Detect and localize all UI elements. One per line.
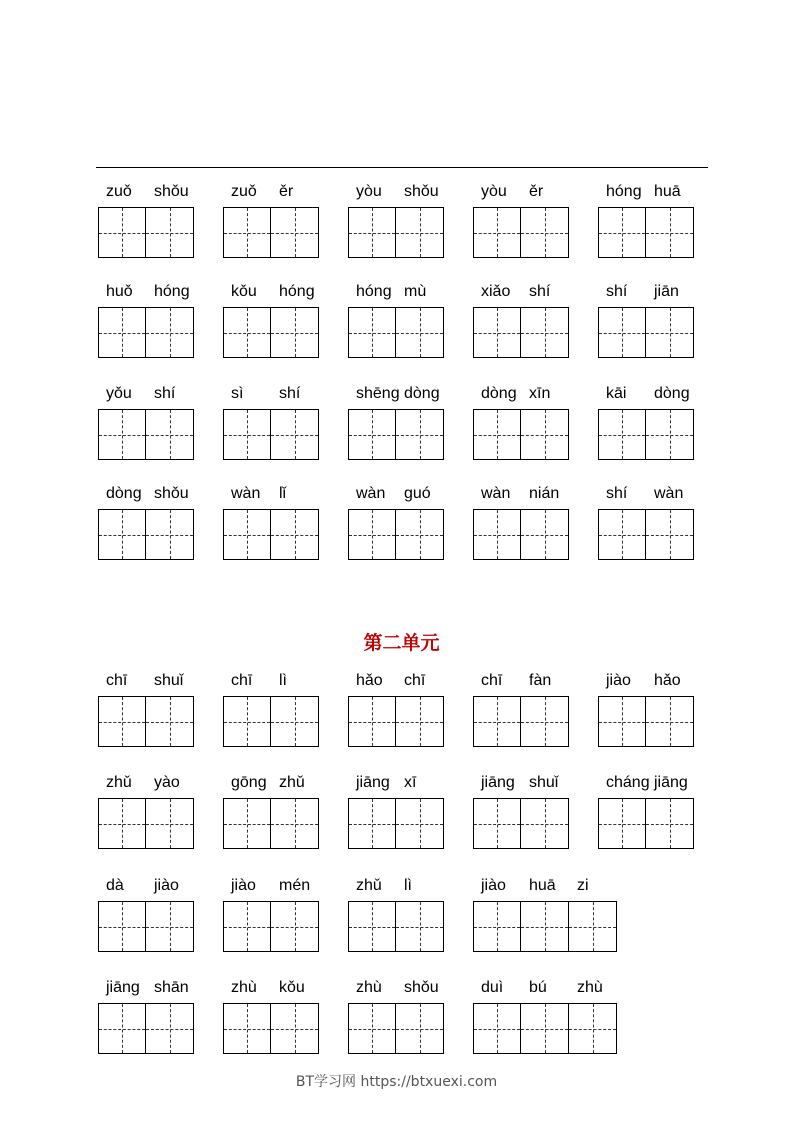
writing-boxes [598, 307, 694, 358]
pinyin-syllable: zhù [356, 979, 382, 996]
pinyin-syllable: ěr [279, 183, 294, 200]
tian-zi-ge-cell[interactable] [146, 509, 194, 560]
pinyin-syllable: sì [231, 385, 244, 402]
writing-boxes [348, 207, 444, 258]
tian-zi-ge-cell[interactable] [146, 307, 194, 358]
pinyin-syllable: hǎo [654, 672, 681, 689]
tian-zi-ge-cell[interactable] [473, 307, 521, 358]
pinyin-syllable: bú [529, 979, 547, 996]
tian-zi-ge-cell[interactable] [473, 696, 521, 747]
pinyin-syllable: huā [654, 183, 681, 200]
writing-boxes [348, 798, 444, 849]
tian-zi-ge-cell[interactable] [348, 1003, 396, 1054]
tian-zi-ge-cell[interactable] [521, 509, 569, 560]
pinyin-syllable: guó [404, 485, 431, 502]
pinyin-syllable: jiāng [654, 774, 688, 791]
writing-boxes [98, 409, 194, 460]
writing-boxes [223, 1003, 319, 1054]
writing-boxes [473, 307, 569, 358]
pinyin-syllable: huǒ [106, 283, 133, 300]
pinyin-syllable: dà [106, 877, 124, 894]
writing-boxes [348, 509, 444, 560]
tian-zi-ge-cell[interactable] [473, 901, 521, 952]
pinyin-syllable: zhù [577, 979, 603, 996]
tian-zi-ge-cell[interactable] [146, 798, 194, 849]
pinyin-syllable: wàn [654, 485, 684, 502]
tian-zi-ge-cell[interactable] [646, 207, 694, 258]
pinyin-syllable: jiào [231, 877, 256, 894]
pinyin-syllable: jiào [154, 877, 179, 894]
writing-boxes [348, 1003, 444, 1054]
writing-boxes [98, 798, 194, 849]
writing-boxes [348, 901, 444, 952]
writing-boxes [598, 409, 694, 460]
tian-zi-ge-cell[interactable] [223, 696, 271, 747]
pinyin-syllable: zuǒ [106, 183, 132, 200]
writing-boxes [473, 901, 617, 952]
writing-boxes [98, 1003, 194, 1054]
tian-zi-ge-cell[interactable] [223, 509, 271, 560]
pinyin-syllable: lì [404, 877, 412, 894]
writing-boxes [223, 307, 319, 358]
tian-zi-ge-cell[interactable] [473, 207, 521, 258]
pinyin-syllable: kāi [606, 385, 627, 402]
pinyin-syllable: hóng [356, 283, 392, 300]
pinyin-syllable: huā [529, 877, 556, 894]
writing-boxes [98, 207, 194, 258]
tian-zi-ge-cell[interactable] [646, 307, 694, 358]
tian-zi-ge-cell[interactable] [598, 207, 646, 258]
tian-zi-ge-cell[interactable] [348, 509, 396, 560]
writing-boxes [473, 798, 569, 849]
tian-zi-ge-cell[interactable] [569, 1003, 617, 1054]
pinyin-syllable: wàn [356, 485, 386, 502]
tian-zi-ge-cell[interactable] [473, 1003, 521, 1054]
pinyin-syllable: shí [606, 283, 628, 300]
pinyin-syllable: lì [279, 672, 287, 689]
pinyin-syllable: cháng [606, 774, 650, 791]
writing-boxes [598, 798, 694, 849]
tian-zi-ge-cell[interactable] [396, 307, 444, 358]
pinyin-syllable: wàn [231, 485, 261, 502]
tian-zi-ge-cell[interactable] [271, 1003, 319, 1054]
pinyin-syllable: xī [404, 774, 417, 791]
pinyin-syllable: xiǎo [481, 283, 511, 300]
tian-zi-ge-cell[interactable] [521, 798, 569, 849]
tian-zi-ge-cell[interactable] [521, 696, 569, 747]
writing-boxes [598, 207, 694, 258]
pinyin-syllable: hóng [606, 183, 642, 200]
writing-boxes [98, 509, 194, 560]
tian-zi-ge-cell[interactable] [271, 409, 319, 460]
pinyin-syllable: kǒu [231, 283, 257, 300]
tian-zi-ge-cell[interactable] [223, 901, 271, 952]
pinyin-syllable: shí [154, 385, 176, 402]
writing-boxes [473, 207, 569, 258]
tian-zi-ge-cell[interactable] [598, 798, 646, 849]
tian-zi-ge-cell[interactable] [223, 1003, 271, 1054]
writing-boxes [98, 901, 194, 952]
tian-zi-ge-cell[interactable] [271, 696, 319, 747]
tian-zi-ge-cell[interactable] [271, 307, 319, 358]
tian-zi-ge-cell[interactable] [146, 901, 194, 952]
tian-zi-ge-cell[interactable] [646, 409, 694, 460]
writing-boxes [223, 798, 319, 849]
tian-zi-ge-cell[interactable] [348, 696, 396, 747]
tian-zi-ge-cell[interactable] [396, 409, 444, 460]
pinyin-syllable: jiào [481, 877, 506, 894]
pinyin-syllable: zhǔ [106, 774, 132, 791]
tian-zi-ge-cell[interactable] [98, 1003, 146, 1054]
tian-zi-ge-cell[interactable] [98, 509, 146, 560]
pinyin-syllable: jiān [654, 283, 679, 300]
pinyin-syllable: chī [231, 672, 253, 689]
tian-zi-ge-cell[interactable] [521, 207, 569, 258]
tian-zi-ge-cell[interactable] [598, 409, 646, 460]
tian-zi-ge-cell[interactable] [348, 207, 396, 258]
tian-zi-ge-cell[interactable] [473, 409, 521, 460]
writing-boxes [473, 1003, 617, 1054]
writing-boxes [98, 307, 194, 358]
pinyin-syllable: jiào [606, 672, 631, 689]
tian-zi-ge-cell[interactable] [646, 696, 694, 747]
tian-zi-ge-cell[interactable] [569, 901, 617, 952]
tian-zi-ge-cell[interactable] [271, 901, 319, 952]
pinyin-syllable: yòu [356, 183, 382, 200]
tian-zi-ge-cell[interactable] [223, 207, 271, 258]
pinyin-syllable: ěr [529, 183, 544, 200]
pinyin-syllable: chī [481, 672, 503, 689]
pinyin-syllable: shǒu [154, 183, 189, 200]
footer-watermark: BT学习网 https://btxuexi.com [295, 1074, 498, 1090]
tian-zi-ge-cell[interactable] [98, 798, 146, 849]
pinyin-syllable: lǐ [279, 485, 287, 502]
pinyin-syllable: jiāng [481, 774, 515, 791]
pinyin-syllable: gōng [231, 774, 267, 791]
writing-boxes [598, 696, 694, 747]
writing-boxes [348, 307, 444, 358]
pinyin-syllable: kǒu [279, 979, 305, 996]
writing-boxes [473, 696, 569, 747]
writing-boxes [223, 901, 319, 952]
writing-boxes [348, 696, 444, 747]
tian-zi-ge-cell[interactable] [98, 207, 146, 258]
pinyin-syllable: zuǒ [231, 183, 257, 200]
pinyin-syllable: yào [154, 774, 180, 791]
tian-zi-ge-cell[interactable] [146, 207, 194, 258]
pinyin-syllable: shān [154, 979, 189, 996]
pinyin-syllable: shǒu [404, 183, 439, 200]
tian-zi-ge-cell[interactable] [646, 798, 694, 849]
pinyin-syllable: zhǔ [356, 877, 382, 894]
pinyin-syllable: mù [404, 283, 427, 300]
tian-zi-ge-cell[interactable] [646, 509, 694, 560]
pinyin-syllable: hǎo [356, 672, 383, 689]
writing-boxes [473, 409, 569, 460]
pinyin-syllable: shuǐ [529, 774, 559, 791]
pinyin-syllable: jiāng [106, 979, 140, 996]
pinyin-syllable: nián [529, 485, 560, 502]
tian-zi-ge-cell[interactable] [521, 307, 569, 358]
tian-zi-ge-cell[interactable] [396, 901, 444, 952]
pinyin-syllable: shēng [356, 385, 400, 402]
tian-zi-ge-cell[interactable] [521, 901, 569, 952]
pinyin-syllable: chī [106, 672, 128, 689]
pinyin-syllable: shuǐ [154, 672, 184, 689]
pinyin-syllable: yòu [481, 183, 507, 200]
pinyin-syllable: hóng [279, 283, 315, 300]
pinyin-syllable: duì [481, 979, 504, 996]
tian-zi-ge-cell[interactable] [396, 696, 444, 747]
tian-zi-ge-cell[interactable] [598, 696, 646, 747]
tian-zi-ge-cell[interactable] [348, 798, 396, 849]
tian-zi-ge-cell[interactable] [396, 207, 444, 258]
pinyin-syllable: yǒu [106, 385, 132, 402]
tian-zi-ge-cell[interactable] [98, 409, 146, 460]
tian-zi-ge-cell[interactable] [348, 409, 396, 460]
writing-boxes [98, 696, 194, 747]
writing-boxes [223, 207, 319, 258]
writing-boxes [223, 509, 319, 560]
writing-boxes [223, 409, 319, 460]
tian-zi-ge-cell[interactable] [348, 901, 396, 952]
tian-zi-ge-cell[interactable] [348, 307, 396, 358]
pinyin-syllable: zhǔ [279, 774, 305, 791]
pinyin-syllable: shí [529, 283, 551, 300]
pinyin-syllable: wàn [481, 485, 511, 502]
tian-zi-ge-cell[interactable] [223, 409, 271, 460]
pinyin-syllable: shǒu [404, 979, 439, 996]
pinyin-syllable: dòng [404, 385, 440, 402]
tian-zi-ge-cell[interactable] [98, 901, 146, 952]
tian-zi-ge-cell[interactable] [396, 798, 444, 849]
tian-zi-ge-cell[interactable] [521, 1003, 569, 1054]
tian-zi-ge-cell[interactable] [146, 1003, 194, 1054]
tian-zi-ge-cell[interactable] [396, 1003, 444, 1054]
top-divider [96, 167, 708, 168]
tian-zi-ge-cell[interactable] [598, 307, 646, 358]
pinyin-syllable: shǒu [154, 485, 189, 502]
writing-boxes [598, 509, 694, 560]
pinyin-syllable: zi [577, 877, 589, 894]
tian-zi-ge-cell[interactable] [271, 207, 319, 258]
tian-zi-ge-cell[interactable] [271, 509, 319, 560]
unit-heading: 第二单元 [363, 632, 440, 654]
tian-zi-ge-cell[interactable] [146, 409, 194, 460]
pinyin-syllable: shí [606, 485, 628, 502]
tian-zi-ge-cell[interactable] [521, 409, 569, 460]
pinyin-syllable: chī [404, 672, 426, 689]
pinyin-syllable: shí [279, 385, 301, 402]
pinyin-syllable: xīn [529, 385, 551, 402]
tian-zi-ge-cell[interactable] [223, 307, 271, 358]
tian-zi-ge-cell[interactable] [146, 696, 194, 747]
pinyin-syllable: mén [279, 877, 311, 894]
tian-zi-ge-cell[interactable] [223, 798, 271, 849]
pinyin-syllable: hóng [154, 283, 190, 300]
pinyin-syllable: zhù [231, 979, 257, 996]
tian-zi-ge-cell[interactable] [396, 509, 444, 560]
writing-boxes [348, 409, 444, 460]
writing-boxes [473, 509, 569, 560]
writing-boxes [223, 696, 319, 747]
pinyin-syllable: dòng [654, 385, 690, 402]
pinyin-syllable: dòng [106, 485, 142, 502]
tian-zi-ge-cell[interactable] [473, 509, 521, 560]
tian-zi-ge-cell[interactable] [473, 798, 521, 849]
pinyin-syllable: jiāng [356, 774, 390, 791]
tian-zi-ge-cell[interactable] [98, 696, 146, 747]
tian-zi-ge-cell[interactable] [598, 509, 646, 560]
tian-zi-ge-cell[interactable] [98, 307, 146, 358]
pinyin-syllable: dòng [481, 385, 517, 402]
pinyin-syllable: fàn [529, 672, 552, 689]
tian-zi-ge-cell[interactable] [271, 798, 319, 849]
